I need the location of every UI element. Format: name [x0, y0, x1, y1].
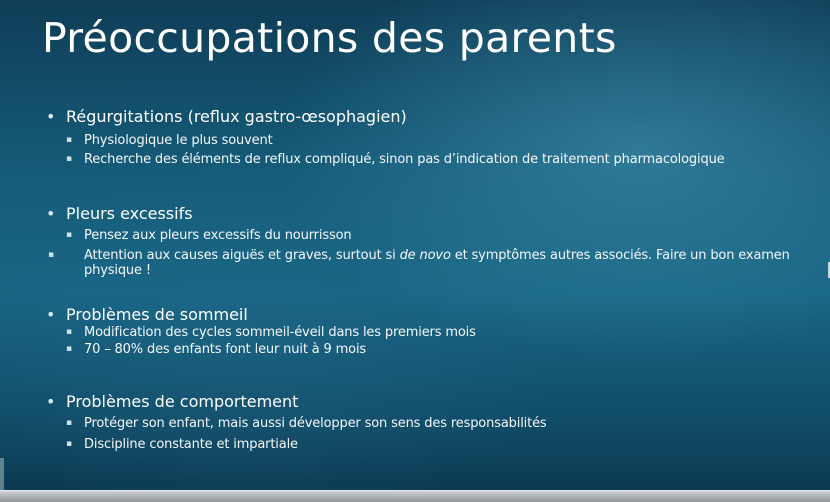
- sub-bullet-proteger-enfant: [66, 416, 547, 431]
- left-edge-indicator: [0, 458, 4, 490]
- sub-bullet-text: Recherche des éléments de reflux compliqué, sinon pas d’indication de traitement pharmacologique: [84, 152, 725, 167]
- sub-bullet-dot-icon: ▪: [66, 344, 72, 354]
- sub-bullet-text-after: et symptômes autres associés. Faire un bon examen physique !: [84, 248, 790, 278]
- sub-bullet-text: Pensez aux pleurs excessifs du nourrisson: [84, 228, 352, 243]
- bullet-problemes-sommeil: [46, 305, 248, 324]
- sub-bullet-text-before: Attention aux causes aiguës et graves, surtout si: [84, 248, 400, 263]
- sub-bullet-dot-icon: ▪: [66, 418, 72, 428]
- sub-bullet-dot-icon: ▪: [66, 230, 72, 240]
- bullet-dot-icon: •: [46, 392, 56, 411]
- bullet-pleurs-excessifs: [46, 204, 193, 223]
- sub-bullet-physiologique: [66, 133, 273, 148]
- sub-bullet-text: Modification des cycles sommeil-éveil dans les premiers mois: [84, 325, 476, 340]
- sub-bullet-text: Physiologique le plus souvent: [84, 133, 273, 148]
- sub-bullet-dot-icon: ▪: [48, 250, 54, 260]
- sub-bullet-attention-causes: [48, 248, 826, 278]
- bullet-dot-icon: •: [46, 305, 56, 324]
- bullet-dot-icon: •: [46, 107, 56, 126]
- sub-bullet-text: 70 – 80% des enfants font leur nuit à 9 mois: [84, 342, 367, 357]
- bullet-text: Problèmes de comportement: [66, 392, 299, 411]
- sub-bullet-pourcentage-nuit: [66, 342, 366, 357]
- sub-bullet-dot-icon: ▪: [66, 327, 72, 337]
- bullet-text: Problèmes de sommeil: [66, 305, 248, 324]
- sub-bullet-recherche-reflux: [66, 152, 725, 167]
- sub-bullet-pensez-pleurs: [66, 228, 351, 243]
- sub-bullet-cycles-sommeil: [66, 325, 476, 340]
- sub-bullet-dot-icon: ▪: [66, 154, 72, 164]
- bullet-regurgitations: [46, 107, 407, 126]
- sub-bullet-text: Protéger son enfant, mais aussi développer son sens des responsabilités: [84, 416, 547, 431]
- sub-bullet-text: Discipline constante et impartiale: [84, 437, 298, 452]
- sub-bullet-discipline: [66, 437, 298, 452]
- bullet-dot-icon: •: [46, 204, 56, 223]
- sub-bullet-dot-icon: ▪: [66, 439, 72, 449]
- sub-bullet-dot-icon: ▪: [66, 135, 72, 145]
- sub-bullet-emphasis: de novo: [399, 248, 451, 263]
- slide-title: Préoccupations des parents: [42, 14, 617, 62]
- bullet-text: Pleurs excessifs: [66, 204, 193, 223]
- bullet-problemes-comportement: [46, 392, 298, 411]
- viewer-bottom-bar: [0, 490, 830, 502]
- bullet-text: Régurgitations (reflux gastro-œsophagien): [66, 107, 407, 126]
